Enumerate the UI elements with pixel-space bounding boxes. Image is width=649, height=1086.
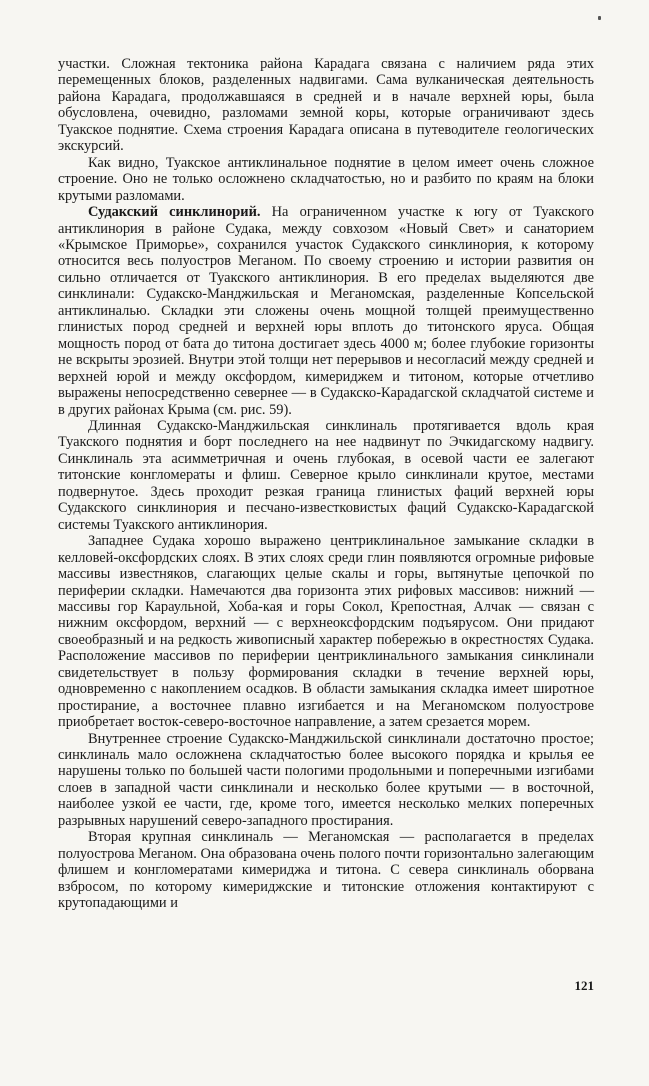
paragraph-2-text: Как видно, Туакское антиклинальное поднятие в целом имеет очень сложное строение. Оно не только осложнено складчатостью, но и разбито по краям на блоки крутыми разломами.: [58, 154, 594, 204]
paragraph-7-text: Вторая крупная синклиналь — Меганомская — располагается в пределах полуострова Меганом. Она образована очень полого почти горизонтально залегающим флишем и конгломератами кимериджа и титона. С севера синклиналь оборвана взбросом, по которому кимериджские и титонские отложения контактируют с крутопадающими и: [58, 829, 594, 912]
paragraph-6: [58, 731, 594, 830]
paragraph-1-text: участки. Сложная тектоника района Карадага связана с наличием ряда этих перемещенных блоков, разделенных надвигами. Сама вулканическая деятельность района Карадага, продолжавшаяся в средней и в начале верхней юры, была обусловлена, очевидно, разломами земной коры, которые ограничивают здесь Туакское поднятие. Схема строения Карадага описана в путеводителе геологических экскурсий.: [58, 56, 594, 155]
section-heading-sudak-synclinorium: Судакский синклинорий.: [88, 204, 261, 221]
paragraph-1: [58, 56, 594, 155]
scan-speck: [598, 16, 601, 20]
paragraph-4: [58, 418, 594, 533]
paragraph-3: [58, 204, 594, 418]
paragraph-4-text: Длинная Судакско-Манджильская синклиналь протягивается вдоль края Туакского поднятия и борт последнего на нее надвинут по Эчкидагскому надвигу. Синклиналь эта асимметричная и очень глубокая, в осевой части ее залегают титонские конгломераты и флиш. Северное крыло синклинали крутое, местами подвернутое. Здесь проходит резкая граница глинистых фаций верхней юры Судакского синклинория и песчано-известковистых фаций Судакско-Карадагской системы Туакского антиклинория.: [58, 417, 594, 533]
page-text-body: [58, 56, 594, 912]
paragraph-3-text: На ограниченном участке к югу от Туакского антиклинория в районе Судака, между совхозом «Новый Свет» и санаторием «Крымское Приморье», сохранился участок Судакского синклинория, к которому относится весь полуостров Меганом. По своему строению и истории развития он сильно отличается от Туакского антиклинория. В его пределах выделяются две синклинали: Судакско-Манджильская и Меганомская, разделенные Копсельской антиклиналью. Складки эти сложены очень мощной толщей преимущественно глинистых пород средней и верхней юры вплоть до титонского яруса. Общая мощность пород от бата до титона достигает здесь 4000 м; более глубокие горизонты не вскрыты эрозией. Внутри этой толщи нет перерывов и несогласий между средней и верхней юрой и между оксфордом, кимериджем и титоном, которые отчетливо выражены непосредственно севернее — в Судакско-Карадагской складчатой системе и в других районах Крыма (см. рис. 59).: [58, 204, 595, 418]
paragraph-5: [58, 533, 594, 730]
paragraph-7: [58, 829, 594, 911]
paragraph-2: [58, 155, 594, 204]
page-number: 121: [574, 978, 594, 993]
paragraph-5-text: Западнее Судака хорошо выражено центриклинальное замыкание складки в келловей-оксфордских слоях. В этих слоях среди глин появляются огромные рифовые массивы известняков, слагающих целые скалы и горы, вытянутые цепочкой по периферии складки. Намечаются два горизонта этих рифовых массивов: нижний — массивы гор Караульной, Хоба-кая и горы Сокол, Крепостная, Алчак — связан с нижним оксфордом, верхний — с верхнеоксфордским подъярусом. Они придают своеобразный и на редкость живописный характер побережью в окрестностях Судака. Расположение массивов по периферии центриклинального замыкания синклинали свидетельствует в пользу формирования складки в течение верхней юры, одновременно с накоплением осадков. В области замыкания складка имеет широтное простирание, а восточнее плавно изгибается и на Меганомском полуострове приобретает восток-северо-восточное направление, а затем срезается морем.: [58, 533, 594, 731]
paragraph-6-text: Внутреннее строение Судакско-Манджильской синклинали достаточно простое; синклиналь мало осложнена складчатостью более высокого порядка и крылья ее нарушены только по большей части пологими продольными и поперечными изгибами слоев в западной части синклинали и несколько более крутыми — в восточной, наиболее узкой ее части, где, кроме того, имеется несколько мелких поперечных разрывных нарушений северо-западного простирания.: [58, 730, 594, 829]
